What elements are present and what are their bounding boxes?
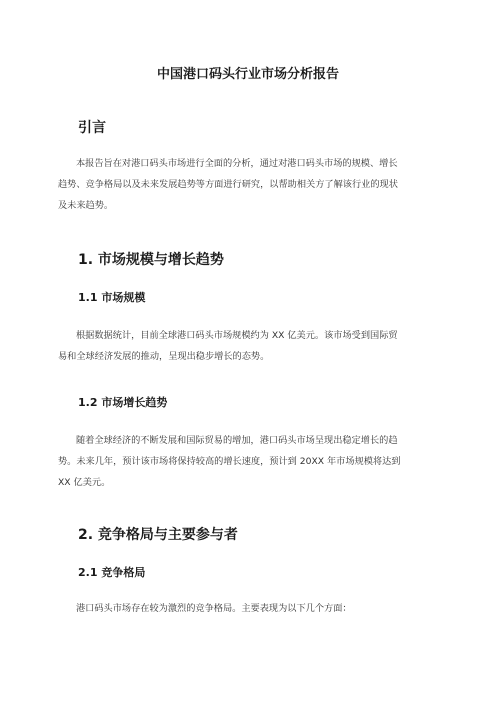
- section-2-1-line-1: 港口码头市场存在较为激烈的竞争格局。主要表现为以下几个方面：: [76, 603, 352, 614]
- intro-heading: 引言: [78, 120, 106, 136]
- document-title: 中国港口码头行业市场分析报告: [156, 67, 339, 82]
- section-1-1-line-1: 根据数据统计，目前全球港口码头市场规模约为 XX 亿美元。该市场受到国际贸: [76, 330, 398, 341]
- section-1-heading: 1. 市场规模与增长趋势: [78, 252, 224, 268]
- section-1-2-line-2: 势。未来几年，预计该市场将保持较高的增长速度，预计到 20XX 年市场规模将达到: [58, 456, 401, 467]
- section-1-2-line-1: 随着全球经济的不断发展和国际贸易的增加，港口码头市场呈现出稳定增长的趋: [76, 435, 398, 446]
- intro-line-2: 趋势、竞争格局以及未来发展趋势等方面进行研究，以帮助相关方了解该行业的现状: [58, 179, 398, 190]
- section-1-2-heading: 1.2 市场增长趋势: [78, 396, 168, 409]
- section-1-1-heading: 1.1 市场规模: [78, 291, 146, 304]
- intro-paragraph: [58, 153, 438, 216]
- section-2-1-paragraph: [58, 598, 438, 619]
- section-1-1-line-2: 易和全球经济发展的推动，呈现出稳步增长的态势。: [58, 351, 270, 362]
- section-2-heading: 2. 竞争格局与主要参与者: [78, 527, 238, 543]
- section-1-1-paragraph: [58, 325, 438, 367]
- section-2-1-heading: 2.1 竞争格局: [78, 566, 146, 579]
- intro-line-3: 及未来趋势。: [58, 200, 114, 211]
- section-1-2-line-3: XX 亿美元。: [58, 477, 111, 488]
- intro-line-1: 本报告旨在对港口码头市场进行全面的分析，通过对港口码头市场的规模、增长: [76, 158, 398, 169]
- section-1-2-paragraph: [58, 430, 438, 493]
